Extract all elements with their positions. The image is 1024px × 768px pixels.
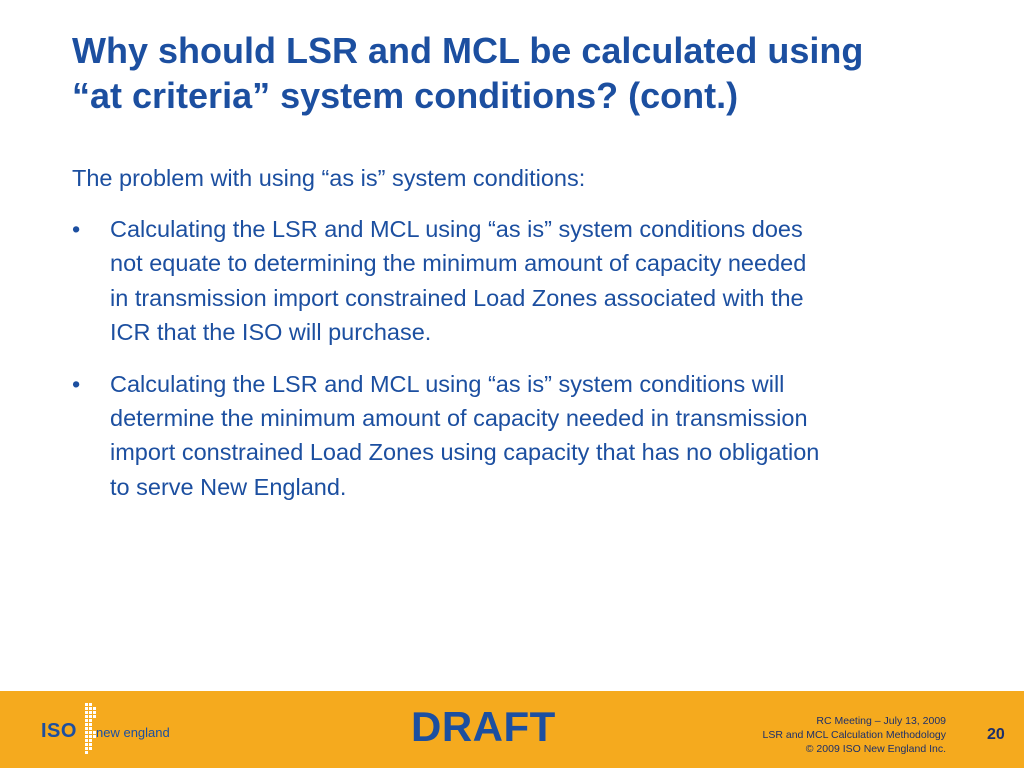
bullet-item: [72, 367, 992, 505]
bullet-text: [110, 212, 992, 350]
footer-bar: [0, 691, 1024, 768]
bullet-line: Calculating the LSR and MCL using “as is” system conditions does: [110, 216, 803, 242]
bullet-line: ICR that the ISO will purchase.: [110, 319, 432, 346]
bullet-line: determine the minimum amount of capacity needed in transmission: [110, 405, 808, 432]
bullet-marker: •: [72, 216, 81, 242]
bullet-line: to serve New England.: [110, 473, 347, 500]
bullet-line: import constrained Load Zones using capacity that has no obligation: [110, 439, 820, 466]
intro-text: The problem with using “as is” system conditions:: [72, 165, 586, 191]
bullet-line: not equate to determining the minimum amount of capacity needed: [110, 250, 807, 277]
logo-iso-text: ISO: [41, 720, 77, 742]
bullet-line: Calculating the LSR and MCL using “as is” system conditions will: [110, 370, 785, 397]
bullet-list: [72, 212, 992, 521]
bullet-item: [72, 212, 992, 350]
slide-title: [72, 28, 992, 118]
draft-label: DRAFT: [411, 703, 556, 750]
bullet-marker: •: [72, 370, 81, 397]
page-number: 20: [987, 726, 1005, 743]
meeting-text: RC Meeting – July 13, 2009: [816, 715, 946, 727]
slide-title-line-2: “at criteria” system conditions? (cont.): [72, 75, 739, 116]
iso-new-england-logo: [38, 701, 188, 757]
topic-text: LSR and MCL Calculation Methodology: [762, 729, 946, 741]
slide-title-line-1: Why should LSR and MCL be calculated using: [72, 30, 864, 71]
footer-meta: [763, 714, 946, 756]
bullet-text: [110, 367, 992, 505]
bullet-line: in transmission import constrained Load Zones associated with the: [110, 284, 804, 311]
copyright-text: © 2009 ISO New England Inc.: [805, 743, 946, 755]
logo-new-england-text: new england: [96, 725, 170, 740]
